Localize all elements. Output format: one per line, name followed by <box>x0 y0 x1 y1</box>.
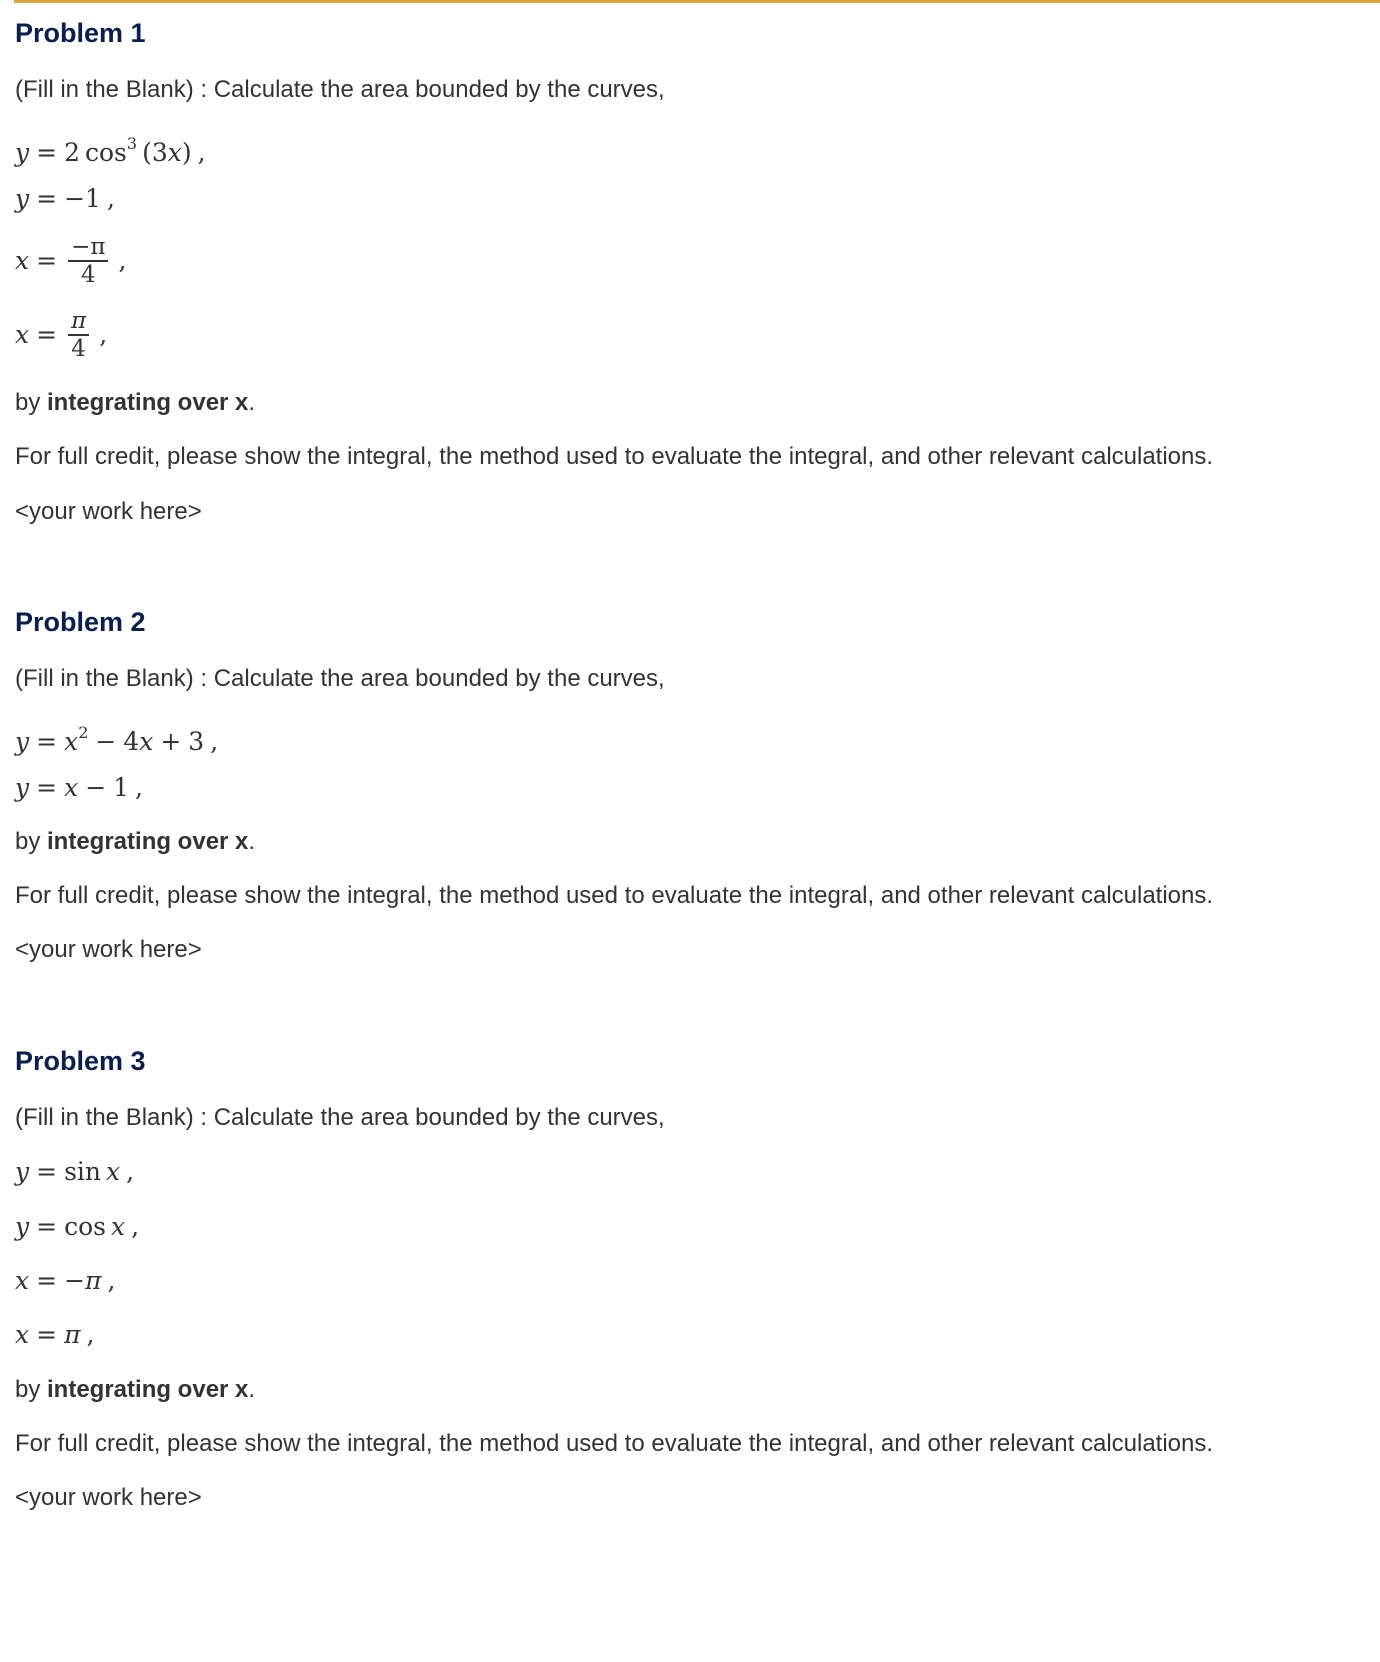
work-placeholder: <your work here> <box>15 498 202 525</box>
equation-3: x = $\frac{-\pi}{4}$ , <box>15 234 127 288</box>
equation-1: y = sin x , <box>15 1157 135 1186</box>
equation-2: y = −1 , <box>15 184 115 213</box>
method-line: by integrating over x. <box>15 1376 256 1403</box>
method-line: by integrating over x. <box>15 389 256 416</box>
problem-title: Problem 3 <box>15 1046 146 1076</box>
problem-prompt: (Fill in the Blank) : Calculate the area bounded by the curves, <box>15 1104 665 1131</box>
equation-2: y = x − 1 , <box>15 773 143 802</box>
credit-instructions: For full credit, please show the integral, the method used to evaluate the integral, and other relevant calculations. <box>15 443 1214 470</box>
problem-title: Problem 2 <box>15 607 146 637</box>
credit-instructions: For full credit, please show the integral, the method used to evaluate the integral, and other relevant calculations. <box>15 1430 1214 1457</box>
fraction: $\frac{\pi}{4}$ <box>68 308 89 362</box>
equation-4: x = $\frac{\pi}{4}$ , <box>15 308 108 362</box>
problem-title: Problem 1 <box>15 18 146 48</box>
equation-1: $y = x^2 - 4x + 3$ , <box>15 723 219 756</box>
problem-prompt: (Fill in the Blank) : Calculate the area bounded by the curves, <box>15 76 665 103</box>
top-accent-rule <box>14 0 1380 3</box>
problem-prompt: (Fill in the Blank) : Calculate the area bounded by the curves, <box>15 665 665 692</box>
equation-4: x = π , <box>15 1320 95 1349</box>
method-line: by integrating over x. <box>15 828 256 855</box>
work-placeholder: <your work here> <box>15 1484 202 1511</box>
equation-1: y = 2 $\cos^3 (3x)$ , <box>15 134 206 167</box>
fraction: $\frac{-\pi}{4}$ <box>68 234 108 288</box>
credit-instructions: For full credit, please show the integral, the method used to evaluate the integral, and other relevant calculations. <box>15 882 1214 909</box>
equation-3: x = −π , <box>15 1266 116 1295</box>
equation-2: y = cos x , <box>15 1212 140 1241</box>
work-placeholder: <your work here> <box>15 936 202 963</box>
